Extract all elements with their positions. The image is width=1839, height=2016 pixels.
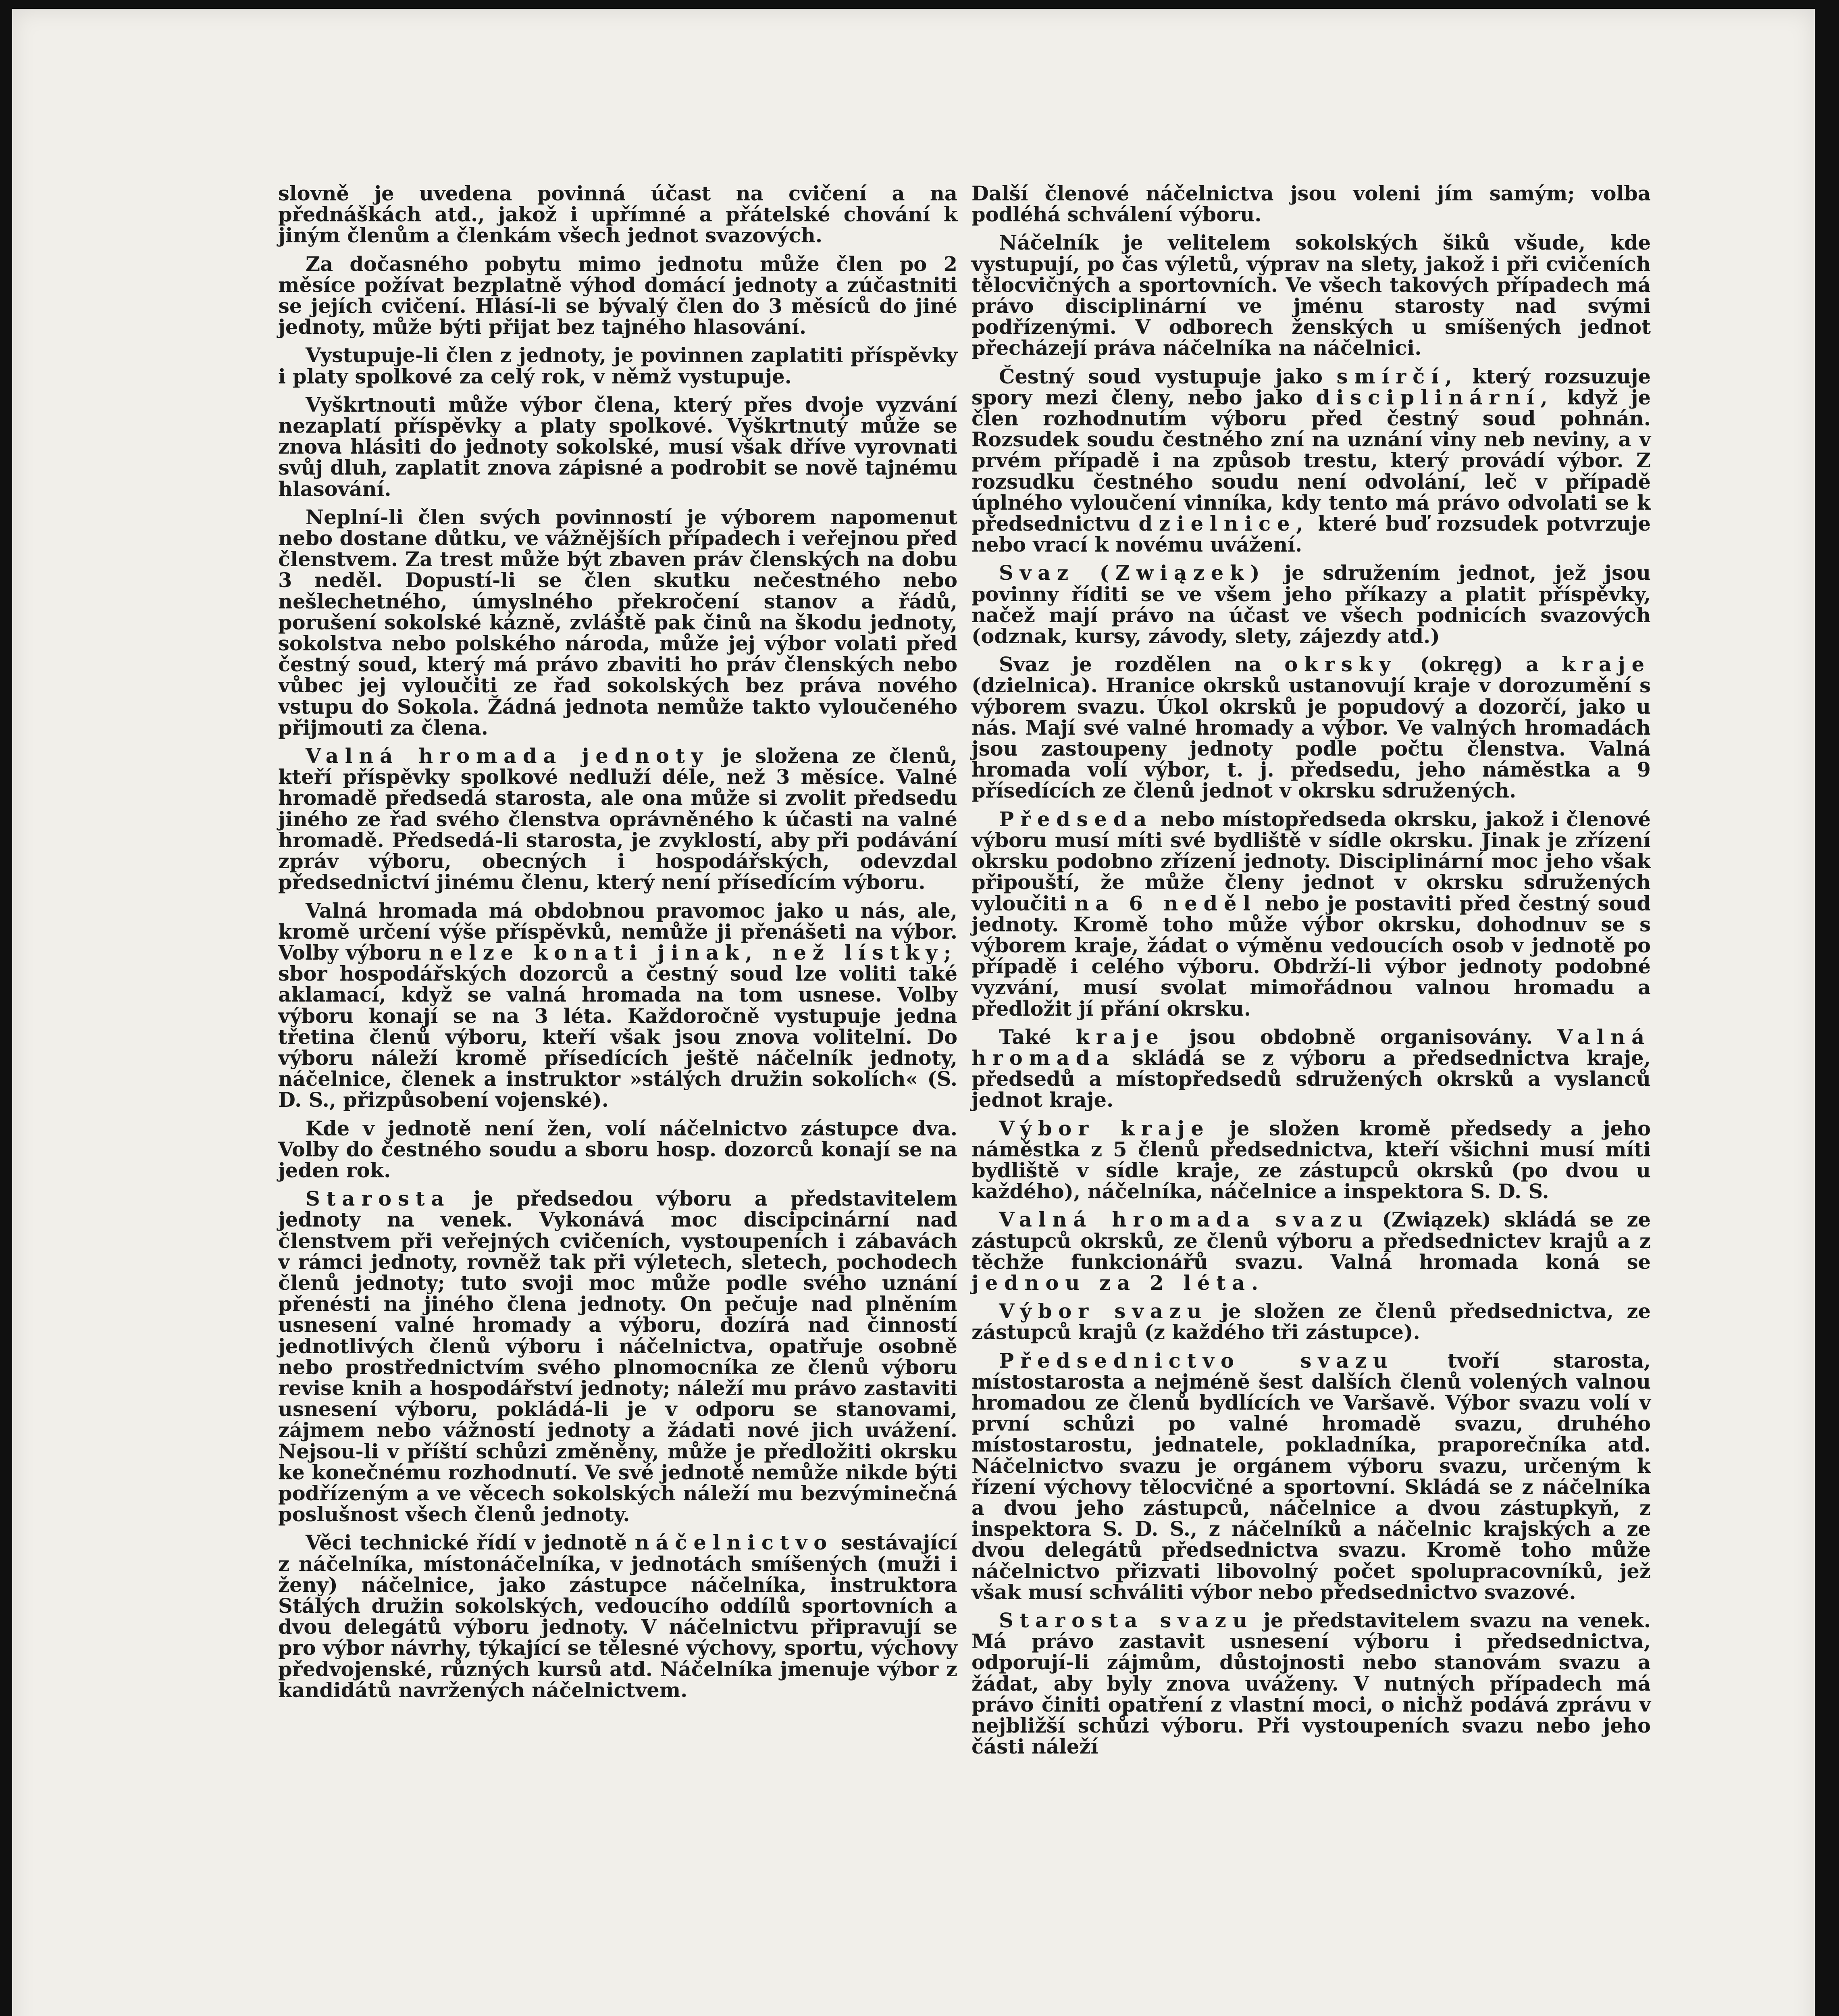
- paragraph-text: nebo je postaviti před čestný soud jednoty. Kromě toho může výbor okrsku, dohodnuv se s výborem kraje, žádat o výměnu vedoucích osob v jednotě po případě i celého výboru. Obdrží-li výbor jednoty podobné vyzvání, musí svolat mimořádnou valnou hromadu a předložit jí přání okrsku.: [972, 891, 1651, 1020]
- left-column: [278, 183, 957, 1708]
- paragraph-text: který rozsuzuje spory mezi členy, nebo jako: [972, 364, 1651, 409]
- paragraph: [972, 1118, 1651, 1202]
- spaced-term: náčelnictvo: [634, 1531, 833, 1555]
- page-sheet: [12, 9, 1815, 2016]
- spaced-term: okrsky: [1284, 653, 1397, 677]
- right-column: [972, 183, 1651, 1764]
- spaced-term: Starosta svazu: [999, 1609, 1254, 1632]
- spaced-term: Valná hromada jednoty: [306, 744, 709, 768]
- paragraph: [972, 183, 1651, 225]
- paragraph: [972, 1610, 1651, 1757]
- paragraph: [278, 1118, 957, 1181]
- paragraph-text: sestávající z náčelníka, místonáčelníka, v jednotách smíšených (muži i ženy) náčelnice, jako zástupce náčelníka, instruktora Stálých družin sokolských, vedoucího oddílů sportovních a dvou delegátů výboru jednoty. V náčelnictvu připravují se pro výbor návrhy, týkající se tělesné výchovy, sportu, výchovy předvojenské, různých kursů atd. Náčelníka jmenuje výbor z kandidátů navržených náčelnictvem.: [278, 1531, 957, 1702]
- paragraph-text: nebo místopředseda okrsku, jakož i členové výboru musí míti své bydliště v sídle okrsku. Jinak je zřízení okrsku podobno zřízení jednoty. Disciplinární moc jeho však připouští, že může členy jednot v okrsku sdružených vyloučiti: [972, 807, 1651, 915]
- paragraph: [278, 183, 957, 246]
- spaced-term: Předseda: [999, 807, 1153, 831]
- paragraph-text: je představitelem svazu na venek. Má právo zastavit usnesení výboru i předsednictva, odporují-li zájmům, důstojnosti nebo stanovám svazu a žádat, aby byly znova uváženy. V nutných případech má právo činiti opatření z vlastní moci, o nichž podává zprávu v nejbližší schůzi výboru. Při vystoupeních svazu nebo jeho části náleží: [972, 1609, 1651, 1759]
- spaced-term: nelze konati jinak, než lístky;: [429, 941, 958, 964]
- paragraph-text: Neplní-li člen svých povinností je výborem napomenut nebo dostane důtku, ve vážnějších případech i veřejnou před členstvem. Za trest může být zbaven práv členských na dobu 3 neděl. Dopustí-li se člen skutku nečestného nebo nešlechetného, úmyslného překročení stanov a řádů, porušení sokolské kázně, zvláště pak činů na škodu jednoty, sokolstva nebo polského národa, může jej výbor volati před čestný soud, který má právo zbaviti ho práv členských nebo vůbec jej vyloučiti ze řad sokolských bez práva nového vstupu do Sokola. Žádná jednota nemůže takto vyloučeného přijmouti za člena.: [278, 505, 957, 739]
- paragraph: [278, 746, 957, 893]
- spaced-term: smírčí,: [1336, 364, 1458, 388]
- paragraph: [972, 1301, 1651, 1343]
- paragraph-text: sbor hospodářských dozorců a čestný soud lze voliti také aklamací, když se valná hromada na tom usnese. Volby výboru konají se na 3 léta. Každoročně vystupuje jedna třetina členů výboru, kteří však jsou znova volitelní. Do výboru náleží kromě přísedících ještě náčelník jednoty, náčelnice, členek a instruktor »stálých družin sokolích« (S. D. S., přizpůsobení vojenské).: [278, 962, 957, 1112]
- paragraph-text: Také: [999, 1025, 1051, 1049]
- paragraph-text: které buď rozsudek potvrzuje nebo vrací k novému uvážení.: [972, 512, 1651, 557]
- paragraph: [278, 1532, 957, 1701]
- paragraph-text: Další členové náčelnictva jsou voleni jím samým; volba podléhá schválení výboru.: [972, 182, 1651, 227]
- paragraph: [972, 1027, 1651, 1111]
- paragraph-text: (Związek) skládá se ze zástupců okrsků, ze členů výboru a předsednictev krajů a z těchže funkcionářů svazu. Valná hromada koná se: [972, 1208, 1651, 1274]
- spaced-term: Starosta: [306, 1187, 451, 1211]
- paragraph-text: Čestný soud vystupuje jako: [999, 364, 1323, 388]
- spaced-term: kraje: [1561, 653, 1651, 677]
- paragraph-text: Vystupuje-li člen z jednoty, je povinnen zaplatiti příspěvky i platy spolkové za celý rok, v němž vystupuje.: [278, 344, 957, 388]
- paragraph-text: Náčelník je velitelem sokolských šiků všude, kde vystupují, po čas výletů, výprav na slety, jakož i při cvičeních tělocvičných a sportovních. Ve všech takových případech má právo disciplinární ve jménu starosty nad svými podřízenými. V odborech ženských u smíšených jednot přecházejí práva náčelníka na náčelnici.: [972, 231, 1651, 360]
- spaced-term: na 6 neděl: [1074, 891, 1257, 915]
- paragraph-text: tvoří starosta, místostarosta a nejméně šest dalších členů volených valnou hromadou ze členů bydlících ve Varšavě. Výbor svazu volí v první schůzi po valné hromadě svazu, druhého místostarostu, jednatele, pokladníka, praporečníka atd. Náčelnictvo svazu je orgánem výboru svazu, určeným k řízení výchovy tělocvičné a sportovní. Skládá se z náčelníka a dvou jeho zástupců, náčelnice a dvou zástupkyň, z inspektora S. D. S., z náčelníků a náčelnic krajských a ze dvou delegátů předsednictva svazu. Kromě toho může náčelnictvo přizvati libovolný počet spolupracovníků, jež však musí schváliti výbor nebo předsednictvo svazové.: [972, 1349, 1651, 1604]
- paragraph: [278, 254, 957, 338]
- spaced-term: Valná hromada: [972, 1025, 1651, 1070]
- paragraph-text: skládá se z výboru a předsednictva kraje, předsedů a místopředsedů sdružených okrsků a vyslanců jednot kraje.: [972, 1046, 1651, 1112]
- spaced-term: jednou za 2 léta.: [972, 1271, 1265, 1295]
- paragraph: [278, 394, 957, 500]
- paragraph-text: Vyškrtnouti může výbor člena, který přes dvoje vyzvání nezaplatí příspěvky a platy spolkové. Vyškrtnutý může se znova hlásiti do jednoty sokolské, musí však dříve vyrovnati svůj dluh, zaplatit znova zápisné a podrobit se nově tajnému hlasování.: [278, 393, 957, 501]
- paragraph-text: je složen kromě předsedy a jeho náměstka z 5 členů předsednictva, kteří všichni musí míti bydliště v sídle kraje, ze zástupců okrsků (po dvou u každého), náčelníka, náčelnice a inspektora S. D. S.: [972, 1116, 1651, 1204]
- paragraph-text: jsou obdobně organisovány.: [1189, 1025, 1533, 1049]
- paragraph-text: je složena ze členů, kteří příspěvky spolkové nedluží déle, než 3 měsíce. Valné hromadě předsedá starosta, ale ona může si zvolit předsedu jiného ze řad svého členstva oprávněného k účasti na valné hromadě. Předsedá-li starosta, je zvyklostí, aby při podávání zpráv výboru, obecných i hospodářských, odevzdal předsednictví jinému členu, který není přísedícím výboru.: [278, 744, 957, 894]
- paragraph-text: slovně je uvedena povinná účast na cvičení a na přednáškách atd., jakož i upřímné a přátelské chování k jiným členům a členkám všech jednot svazových.: [278, 182, 957, 248]
- paragraph: [972, 1350, 1651, 1603]
- spaced-term: Výbor svazu: [999, 1300, 1208, 1323]
- paragraph: [972, 654, 1651, 801]
- paragraph: [278, 345, 957, 387]
- paragraph-text: je sdružením jednot, jež jsou povinny říditi se ve všem jeho příkazy a platit příspěvky, načež mají právo na účast ve všech podnicích svazových (odznak, kursy, závody, slety, zájezdy atd.): [972, 561, 1651, 648]
- spaced-term: Valná hromada svazu: [999, 1208, 1369, 1232]
- paragraph-text: Valná hromada má obdobnou pravomoc jako u nás, ale, kromě určení výše příspěvků, nemůže ji přenášeti na výbor. Volby výboru: [278, 899, 957, 964]
- paragraph: [278, 1188, 957, 1525]
- paragraph: [972, 809, 1651, 1019]
- paragraph: [278, 900, 957, 1111]
- paragraph-text: Svaz je rozdělen na: [999, 653, 1262, 677]
- spaced-term: Výbor kraje: [999, 1116, 1210, 1140]
- paragraph: [972, 232, 1651, 358]
- paragraph-text: když je člen rozhodnutím výboru před čestný soud pohnán. Rozsudek soudu čestného zní na uznání viny neb neviny, a v prvém případě i na způsob trestu, který provádí výbor. Z rozsudku čestného soudu není odvolání, leč v případě úplného vyloučení vinníka, kdy tento má právo odvolati se k předsednictvu: [972, 385, 1651, 536]
- paragraph-text: (okręg) a: [1420, 653, 1539, 677]
- paragraph-text: (dzielnica). Hranice okrsků ustanovují kraje v dorozumění s výborem svazu. Úkol okrsků je popudový a dozorčí, jako u nás. Mají své valné hromady a výbor. Ve valných hromadách jsou zastoupeny jednoty podle počtu členstva. Valná hromada volí výbor, t. j. předsedu, jeho náměstka a 9 přísedících ze členů jednot v okrsku sdružených.: [972, 674, 1651, 803]
- paragraph-text: Za dočasného pobytu mimo jednotu může člen po 2 měsíce požívat bezplatně výhod domácí jednoty a zúčastniti se jejích cvičení. Hlásí-li se bývalý člen do 3 měsíců do jiné jednoty, může býti přijat bez tajného hlasování.: [278, 252, 957, 339]
- paragraph: [972, 366, 1651, 556]
- spaced-term: Předsednictvo svazu: [999, 1349, 1394, 1372]
- spaced-term: kraje: [1076, 1025, 1165, 1049]
- paragraph-text: Věci technické řídí v jednotě: [306, 1531, 627, 1555]
- spaced-term: Svaz (Związek): [999, 561, 1266, 585]
- paragraph-text: je složen ze členů předsednictva, ze zástupců krajů (z každého tři zástupce).: [972, 1300, 1651, 1344]
- paragraph-text: je předsedou výboru a představitelem jednoty na venek. Vykonává moc discipcinární nad členstvem při veřejných cvičeních, vystoupeních i zábavách v rámci jednoty, rovněž tak při výletech, sletech, pochodech členů jednoty; tuto svoji moc může podle svého uznání přenésti na jiného člena jednoty. On pečuje nad plněním usnesení valné hromady a výboru, dozírá nad činností jednotlivých členů výboru i náčelnictva, opatřuje osobně nebo prostřednictvím svého plnomocníka ze členů výboru revise knih a hospodářství jednoty; náleží mu právo zastaviti usnesení výboru, pokládá-li je v odporu se stanovami, zájmem nebo vážností jednoty a žádati nové jich uvážení. Nejsou-li v příští schůzi změněny, může je předložiti okrsku ke konečnému rozhodnutí. Ve své jednotě nemůže nikde býti podřízeným a ve věcech sokolských náleží mu bezvýminečná poslušnost všech členů jednoty.: [278, 1187, 958, 1527]
- paragraph: [972, 562, 1651, 647]
- spaced-term: disciplinární,: [1316, 385, 1554, 409]
- paragraph: [972, 1209, 1651, 1293]
- paragraph: [278, 507, 957, 738]
- paragraph-text: Kde v jednotě není žen, volí náčelnictvo zástupce dva. Volby do čestného soudu a sboru hosp. dozorců konají se na jeden rok.: [278, 1116, 957, 1182]
- spaced-term: dzielnice,: [1138, 512, 1310, 536]
